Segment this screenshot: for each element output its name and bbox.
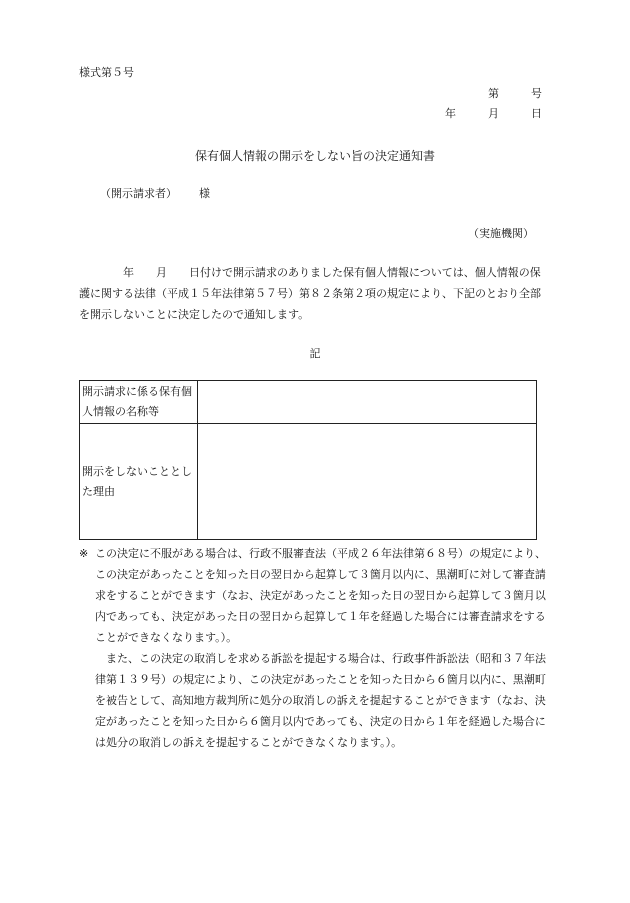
notice-body: 年 月 日付けで開示請求のありました保有個人情報については、個人情報の保護に関する法律（平成１５年法律第５７号）第８２条第２項の規定により、下記のとおり全部を開示しないことに決定したので通知します。 — [79, 266, 541, 321]
date-month-label: 月 — [488, 107, 499, 120]
recipient-honorific: 様 — [199, 187, 210, 200]
info-name-value — [198, 381, 537, 424]
ki-heading: 記 — [309, 347, 321, 360]
form-number-label: 様式第５号 — [79, 66, 134, 79]
appeal-note — [79, 543, 549, 753]
issuing-organization: （実施機関） — [468, 227, 534, 240]
info-name-label: 開示請求に係る保有個人情報の名称等 — [80, 381, 198, 424]
document-title: 保有個人情報の開示をしない旨の決定通知書 — [194, 149, 435, 163]
reason-value — [198, 424, 537, 540]
document-number — [488, 85, 542, 101]
document-date — [445, 105, 542, 121]
reason-label: 開示をしないこととした理由 — [80, 424, 198, 540]
recipient-name: （開示請求者） — [100, 187, 177, 200]
decision-table — [79, 380, 537, 540]
note-paragraph-lawsuit: また、この決定の取消しを求める訴訟を提起する場合は、行政事件訴訟法（昭和３７年法律第１３９号）の規定により、この決定があったことを知った日から６箇月以内に、黒潮町を被告として、高知地方裁判所に処分の取消しの訴えを提起することができます（なお、決定があったことを知った日から６箇月以内であっても、決定の日から１年を経過した場合には処分の取消しの訴えを提起することができなくなります。）。 — [95, 652, 546, 749]
table-row — [80, 424, 537, 540]
table-row — [80, 381, 537, 424]
date-day-label: 日 — [531, 107, 542, 120]
recipient-line — [100, 185, 210, 201]
note-paragraph-review: この決定に不服がある場合は、行政不服審査法（平成２６年法律第６８号）の規定により、この決定があったことを知った日の翌日から起算して３箇月以内に、黒潮町に対して審査請求をすることができます（なお、決定があったことを知った日の翌日から起算して３箇月以内であっても、決定があった日の翌日から起算して１年を経過した場合には審査請求をすることができなくなります。）。 — [95, 547, 546, 644]
number-prefix: 第 — [488, 87, 499, 100]
number-suffix: 号 — [531, 87, 542, 100]
note-mark: ※ — [79, 547, 89, 560]
date-year-label: 年 — [445, 107, 456, 120]
